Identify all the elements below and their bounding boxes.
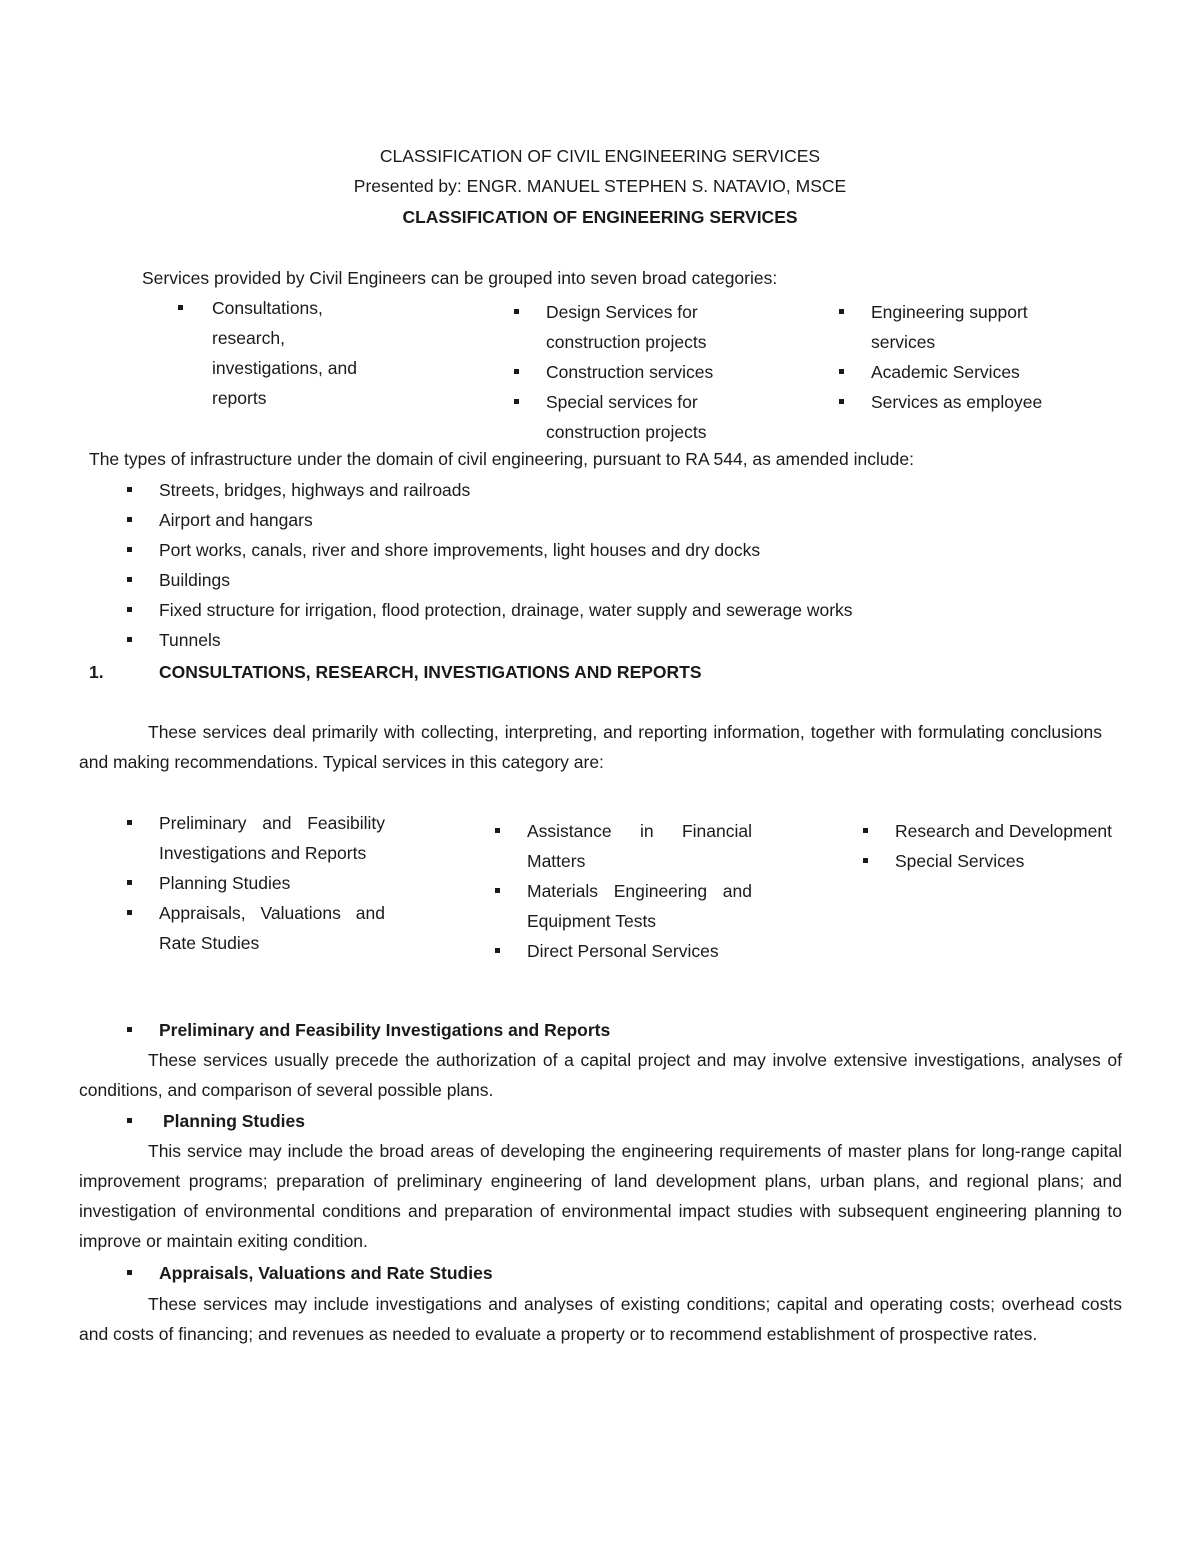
services-column-2 xyxy=(527,816,752,966)
square-bullet-icon xyxy=(495,828,500,833)
square-bullet-icon xyxy=(127,577,132,582)
square-bullet-icon xyxy=(839,369,844,374)
list-item-text: Port works, canals, river and shore improvements, light houses and dry docks xyxy=(159,540,761,560)
list-item xyxy=(159,565,1109,595)
list-item xyxy=(159,898,385,958)
list-item xyxy=(546,357,730,387)
list-item xyxy=(546,297,730,357)
list-item xyxy=(895,846,1121,876)
square-bullet-icon xyxy=(178,305,183,310)
section-heading: CONSULTATIONS, RESEARCH, INVESTIGATIONS AND REPORTS xyxy=(159,662,702,682)
services-column-1 xyxy=(159,808,385,958)
square-bullet-icon xyxy=(127,820,132,825)
list-item-text: Special services for construction projects xyxy=(546,392,707,442)
list-item xyxy=(159,505,1109,535)
infrastructure-text: The types of infrastructure under the domain of civil engineering, pursuant to RA 544, as amended include: xyxy=(89,449,914,469)
square-bullet-icon xyxy=(127,547,132,552)
square-bullet-icon xyxy=(495,888,500,893)
infrastructure-list xyxy=(159,475,1109,655)
subsection-heading-preliminary xyxy=(159,1015,610,1045)
list-item xyxy=(212,293,400,413)
list-item-text: Direct Personal Services xyxy=(527,941,719,961)
intro-column-2 xyxy=(546,297,730,447)
square-bullet-icon xyxy=(839,309,844,314)
list-item-text: Planning Studies xyxy=(159,873,291,893)
subsection-title: Appraisals, Valuations and Rate Studies xyxy=(159,1263,493,1283)
list-item xyxy=(871,387,1055,417)
list-item-text: Special Services xyxy=(895,851,1025,871)
list-item-text: Fixed structure for irrigation, flood protection, drainage, water supply and sewerage works xyxy=(159,600,853,620)
list-item-text: Streets, bridges, highways and railroads xyxy=(159,480,471,500)
square-bullet-icon xyxy=(495,948,500,953)
intro-column-1 xyxy=(212,293,400,413)
list-item-text: Appraisals, Valuations and Rate Studies xyxy=(159,903,385,953)
intro-text: Services provided by Civil Engineers can be grouped into seven broad categories: xyxy=(142,268,778,288)
presenter-line: Presented by: ENGR. MANUEL STEPHEN S. NATAVIO, MSCE xyxy=(353,176,847,196)
subsection-paragraph: These services usually precede the authorization of a capital project and may involve extensive investigations, analyses of conditions, and comparison of several possible plans. xyxy=(79,1050,1122,1100)
list-item xyxy=(527,936,752,966)
square-bullet-icon xyxy=(127,1027,132,1032)
services-column-3 xyxy=(895,816,1121,876)
subsection-title: Preliminary and Feasibility Investigations and Reports xyxy=(159,1020,611,1040)
square-bullet-icon xyxy=(863,858,868,863)
square-bullet-icon xyxy=(514,309,519,314)
square-bullet-icon xyxy=(127,1270,132,1275)
square-bullet-icon xyxy=(127,517,132,522)
subsection-paragraph: These services may include investigations and analyses of existing conditions; capital and operating costs; overhead costs and costs of financing; and revenues as needed to evaluate a property or to recommend establishment of prospective rates. xyxy=(79,1294,1122,1344)
list-item-text: Consultations, research, investigations, and reports xyxy=(212,298,357,408)
list-item-text: Materials Engineering and Equipment Tests xyxy=(527,881,752,931)
list-item-text: Preliminary and Feasibility Investigations and Reports xyxy=(159,813,385,863)
square-bullet-icon xyxy=(127,487,132,492)
square-bullet-icon xyxy=(514,399,519,404)
document-title: CLASSIFICATION OF CIVIL ENGINEERING SERVICES xyxy=(379,146,821,166)
list-item-text: Construction services xyxy=(546,362,714,382)
list-item xyxy=(159,535,1109,565)
square-bullet-icon xyxy=(839,399,844,404)
list-item-text: Design Services for construction projects xyxy=(546,302,707,352)
list-item xyxy=(871,297,1055,357)
subsection-heading-appraisals xyxy=(159,1258,493,1288)
section-paragraph: These services deal primarily with collecting, interpreting, and reporting information, together with formulating conclusions and making recommendations. Typical services in this category are: xyxy=(79,722,1102,772)
square-bullet-icon xyxy=(127,880,132,885)
list-item xyxy=(159,625,1109,655)
list-item xyxy=(871,357,1055,387)
list-item-text: Academic Services xyxy=(871,362,1020,382)
square-bullet-icon xyxy=(127,1118,132,1123)
list-item-text: Research and Development xyxy=(895,821,1112,841)
list-item-text: Buildings xyxy=(159,570,231,590)
square-bullet-icon xyxy=(863,828,868,833)
list-item xyxy=(527,876,752,936)
square-bullet-icon xyxy=(127,637,132,642)
square-bullet-icon xyxy=(127,607,132,612)
list-item-text: Tunnels xyxy=(159,630,221,650)
list-item xyxy=(895,816,1121,846)
subsection-paragraph: This service may include the broad areas of developing the engineering requirements of master plans for long-range capital improvement programs; preparation of preliminary engineering of land development plans, urban plans, and regional plans; and investigation of environmental conditions and preparation of environmental impact studies with subsequent engineering planning to improve or maintain exiting condition. xyxy=(79,1141,1122,1251)
list-item-text: Airport and hangars xyxy=(159,510,313,530)
list-item-text: Services as employee xyxy=(871,392,1043,412)
list-item xyxy=(546,387,730,447)
subsection-heading-planning xyxy=(163,1106,305,1136)
list-item xyxy=(159,808,385,868)
subsection-title: Planning Studies xyxy=(163,1111,305,1131)
list-item xyxy=(159,475,1109,505)
section-number: 1. xyxy=(89,662,104,682)
intro-column-3 xyxy=(871,297,1055,417)
square-bullet-icon xyxy=(127,910,132,915)
section-subtitle: CLASSIFICATION OF ENGINEERING SERVICES xyxy=(402,207,798,227)
list-item-text: Assistance in Financial Matters xyxy=(527,821,752,871)
square-bullet-icon xyxy=(514,369,519,374)
list-item xyxy=(527,816,752,876)
list-item xyxy=(159,595,1109,625)
list-item xyxy=(159,868,385,898)
list-item-text: Engineering support services xyxy=(871,302,1028,352)
